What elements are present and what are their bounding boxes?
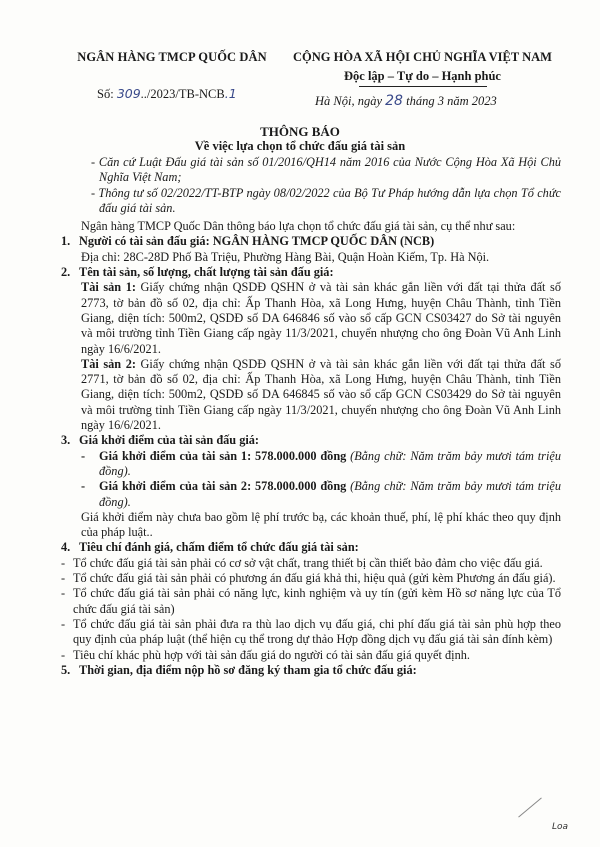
section-4-title: 4. Tiêu chí đánh giá, chấm điểm tổ chức đấu giá tài sản:	[61, 540, 359, 555]
section-2-title: 2. Tên tài sản, số lượng, chất lượng tài sản đấu giá:	[61, 265, 334, 280]
price-note: Giá khởi điểm này chưa bao gồm lệ phí trước bạ, các khoản thuế, phí, lệ phí khác theo quy định của pháp luật..	[81, 509, 561, 540]
price-asset-2	[61, 479, 561, 510]
section-5-num: 5.	[61, 662, 71, 677]
nation-name: CỘNG HÒA XÃ HỘI CHỦ NGHĨA VIỆT NAM	[293, 50, 552, 64]
section-1-address: Địa chỉ: 28C-28D Phố Bà Triệu, Phường Hàng Bài, Quận Hoàn Kiếm, Tp. Hà Nội.	[81, 249, 490, 264]
motto: Độc lập – Tự do – Hạnh phúc	[344, 69, 501, 83]
issue-date	[315, 93, 497, 109]
criterion-2: - Tổ chức đấu giá tài sản phải có phương án đấu giá khả thi, hiệu quả (gửi kèm Phương án đấu giá).	[61, 571, 556, 586]
asset-2-label: Tài sản 2:	[81, 356, 136, 371]
date-suffix: tháng 3 năm 2023	[406, 94, 497, 108]
section-3-num: 3.	[61, 433, 71, 448]
price-2-value: Giá khởi điểm của tài sản 2: 578.000.000 đồng	[99, 479, 347, 494]
section-3-title: 3. Giá khởi điểm của tài sản đấu giá:	[61, 433, 260, 448]
signature-initials: Loa	[552, 822, 569, 832]
price-asset-1	[61, 449, 561, 480]
basis-circular: - Thông tư số 02/2022/TT-BTP ngày 08/02/2022 của Bộ Tư Pháp hướng dẫn lựa chọn Tổ chức đấu giá tài sản.	[91, 185, 561, 215]
nation-block	[285, 50, 560, 87]
criterion-3: - Tổ chức đấu giá tài sản phải có năng lực, kinh nghiệm và uy tín (gửi kèm Hồ sơ năng lực của Tổ chức đấu giá tài sản)	[61, 586, 561, 616]
asset-1-text: Giấy chứng nhận QSDĐ QSHN ở và tài sản khác gắn liền với đất tại thửa đất số 2773, tờ bản đồ số 02, địa chỉ: Ấp Thanh Hòa, xã Long Hưng, huyện Châu Thành, tỉnh Tiền Giang, diện tích: 500m2, QSDĐ số DA 646846 số vào sổ cấp GCN CS03427 do Sở tài nguyên và môi trường tỉnh Tiền Giang cấp ngày 11/3/2021, chuyển nhượng cho ông Đoàn Vũ Anh Linh ngày 16/6/2021.	[81, 280, 561, 356]
asset-1	[61, 280, 561, 356]
price-1-marker: -	[81, 448, 86, 463]
section-1-title: 1. Người có tài sản đấu giá: NGÂN HÀNG TMCP QUỐC DÂN (NCB)	[61, 234, 435, 249]
initial-stroke	[518, 797, 542, 817]
criterion-4: - Tổ chức đấu giá tài sản phải đưa ra thù lao dịch vụ đấu giá, chi phí đấu giá tài sản phù hợp theo quy định của pháp luật (thể hiện cụ thể trong dự thảo Hợp đồng dịch vụ đấu giá tài sản đính kèm)	[61, 616, 561, 647]
number-mark: .1	[224, 86, 237, 101]
date-prefix: Hà Nội, ngày	[315, 94, 383, 108]
issuer-block	[62, 50, 282, 65]
price-1-words: (Bằng chữ: Năm trăm bảy mươi tám triệu đồng).	[99, 448, 561, 478]
doc-subtitle: Về việc lựa chọn tổ chức đấu giá tài sản	[194, 139, 406, 153]
number-handwritten: 309	[116, 86, 141, 101]
section-2-num: 2.	[61, 265, 71, 280]
asset-2-text: Giấy chứng nhận QSDĐ QSHN ở và tài sản khác gắn liền với đất tại thửa đất số 2771, tờ bản đồ số 02, địa chỉ: Ấp Thanh Hòa, xã Long Hưng, huyện Châu Thành, tỉnh Tiền Giang, diện tích: 500m2, QSDĐ số DA 646845 số vào sổ cấp GCN CS03429 do Sở tài nguyên và môi trường tỉnh Tiền Giang cấp ngày 11/3/2021, chuyển nhượng cho ông Đoàn Vũ Anh Linh ngày 16/6/2021.	[81, 356, 561, 433]
section-1-num: 1.	[61, 234, 71, 249]
number-suffix: ../2023/TB-NCB	[140, 87, 225, 101]
criterion-5: - Tiêu chí khác phù hợp với tài sản đấu giá do người có tài sản đấu giá quyết định.	[61, 647, 470, 662]
criterion-1: - Tổ chức đấu giá tài sản phải có cơ sở vật chất, trang thiết bị cần thiết bảo đảm cho việc đấu giá.	[61, 555, 543, 570]
basis-law: - Căn cứ Luật Đấu giá tài sản số 01/2016/QH14 năm 2016 của Nước Cộng Hòa Xã Hội Chủ Nghĩa Việt Nam;	[91, 155, 561, 185]
price-1-value: Giá khởi điểm của tài sản 1: 578.000.000 đồng	[99, 448, 347, 463]
document-number	[97, 86, 237, 102]
intro-text: Ngân hàng TMCP Quốc Dân thông báo lựa chọn tổ chức đấu giá tài sản, cụ thể như sau:	[81, 219, 516, 234]
asset-2	[61, 357, 561, 433]
asset-1-label: Tài sản 1:	[81, 280, 136, 295]
date-day: 28	[385, 93, 403, 109]
doc-body	[61, 155, 561, 678]
price-2-marker: -	[81, 479, 86, 494]
motto-underline	[359, 86, 487, 87]
section-4-num: 4.	[61, 540, 71, 555]
section-5-title: 5. Thời gian, địa điểm nộp hồ sơ đăng ký tham gia tổ chức đấu giá:	[61, 662, 417, 677]
price-2-words: (Bằng chữ: Năm trăm bảy mươi tám triệu đồng).	[99, 479, 561, 509]
number-prefix: Số:	[97, 87, 117, 101]
bank-name: NGÂN HÀNG TMCP QUỐC DÂN	[77, 50, 267, 64]
doc-title: THÔNG BÁO	[260, 124, 340, 139]
